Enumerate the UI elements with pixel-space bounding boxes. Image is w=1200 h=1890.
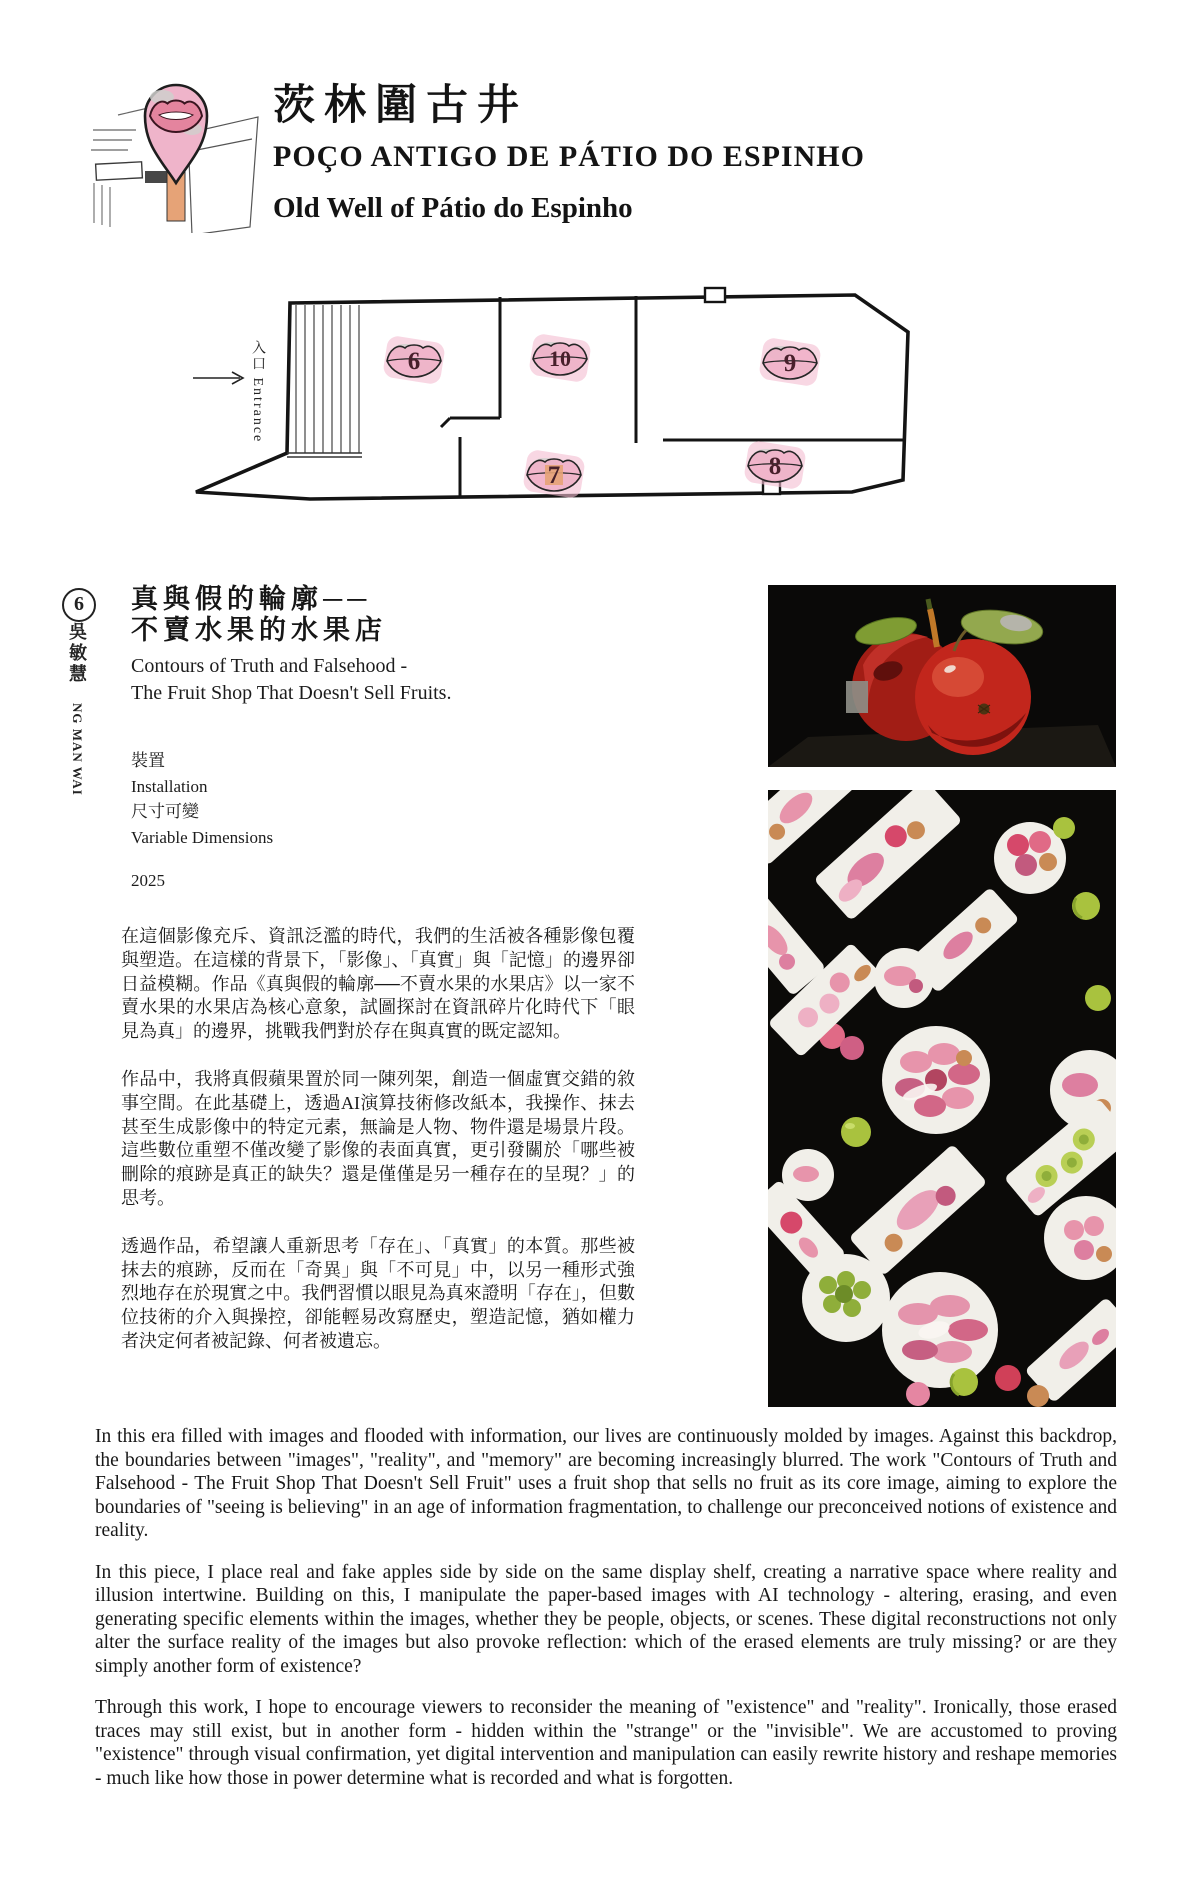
artwork-year: 2025 xyxy=(131,871,165,890)
room-marker-9 xyxy=(758,337,822,388)
artwork-title-zh-line2: 不賣水果的水果店 xyxy=(131,615,387,645)
medium-en: Installation xyxy=(131,776,208,796)
floor-plan xyxy=(150,280,930,510)
svg-text:8: 8 xyxy=(768,453,782,480)
svg-text:7: 7 xyxy=(547,462,561,489)
interior-walls xyxy=(441,296,903,497)
artist-name-vertical xyxy=(64,622,90,862)
dimensions-zh: 尺寸可變 xyxy=(131,802,199,821)
statement-zh-p3: 透過作品，希望讓人重新思考「存在」、「真實」的本質。那些被抹去的痕跡，反而在「奇異」與「不可見」中，以另一種形式強烈地存在於現實之中。我們習慣以眼見為真來證明「存在」，但數位技術的介入與操控，卻能輕易改寫歷史，塑造記憶，猶如權力者決定何者被記錄、何者被遺忘。 xyxy=(121,1235,635,1351)
lips-map-pin-logo xyxy=(88,55,266,233)
medium-zh: 裝置 xyxy=(131,751,165,770)
page-title-zh: 茨林圍古井 xyxy=(273,83,529,129)
entrance-arrow-icon xyxy=(193,372,243,384)
artwork-title-en-line1: Contours of Truth and Falsehood - xyxy=(131,655,408,677)
page-title-pt: POÇO ANTIGO DE PÁTIO DO ESPINHO xyxy=(273,140,865,173)
artwork-title-zh xyxy=(131,584,387,646)
svg-text:6: 6 xyxy=(407,348,421,375)
statement-en-p1: In this era filled with images and flooded with information, our lives are continuously molded by images. Against this backdrop, the boundaries between "images", "reality", and "memory" are becoming increasingly blurred. The work "Contours of Truth and Falsehood - The Fruit Shop That Doesn't Sell Fruit" uses a fruit shop that sells no fruit as its core image, aiming to explore the boundaries of "seeing is believing" in an age of information fragmentation, to challenge our preconceived notions of existence and reality. xyxy=(95,1426,1117,1541)
room-marker-6 xyxy=(382,335,446,386)
statement-en xyxy=(95,1425,1117,1808)
entrance-label: 入口 Entrance xyxy=(250,340,265,444)
apple-artwork-photo xyxy=(768,585,1116,767)
svg-text:10: 10 xyxy=(549,346,571,371)
map-dark-block xyxy=(145,171,167,183)
artwork-number-badge: 6 xyxy=(62,588,96,622)
room-marker-7 xyxy=(522,449,586,500)
artist-name-en: NG MAN WAI xyxy=(70,702,85,796)
statement-zh-p2: 作品中，我將真假蘋果置於同一陳列架，創造一個虛實交錯的敘事空間。在此基礎上，透過AI演算技術修改紙本，我操作、抹去甚至生成影像中的特定元素，無論是人物、物件還是場景片段。這些數位重塑不僅改變了影像的表面真實，更引發關於「哪些被刪除的痕跡是真正的缺失？還是僅僅是另一種存在的呈現？」的思考。 xyxy=(121,1068,635,1208)
statement-en-p3: Through this work, I hope to encourage viewers to reconsider the meaning of "existence" and "reality". Ironically, those erased traces may still exist, but in another form - hidden within the "strange" or the "invisible". We are accustomed to proving "existence" through visual confirmation, yet digital intervention and manipulation can easily rewrite history and reshape memories - much like how those in power determine what is recorded and what is forgotten. xyxy=(95,1697,1117,1789)
artwork-title-en xyxy=(131,653,451,707)
dimensions-en: Variable Dimensions xyxy=(131,827,274,847)
room-marker-10 xyxy=(528,333,592,384)
fruit-shop-artwork-photo xyxy=(768,790,1116,1407)
svg-text:9: 9 xyxy=(783,350,797,377)
artwork-meta xyxy=(131,748,273,850)
artwork-title-zh-line1: 真與假的輪廓── xyxy=(131,584,372,614)
statement-zh-p1: 在這個影像充斥、資訊泛濫的時代，我們的生活被各種影像包覆與塑造。在這樣的背景下，「影像」、「真實」與「記憶」的邊界卻日益模糊。作品《真與假的輪廓──不賣水果的水果店》以一家不賣水果的水果店為核心意象，試圖探討在資訊碎片化時代下「眼見為真」的邊界，挑戰我們對於存在與真實的既定認知。 xyxy=(121,926,635,1042)
statement-zh xyxy=(121,925,635,1378)
room-marker-8 xyxy=(743,440,807,491)
artist-name-zh: 吳敏慧 xyxy=(67,622,87,685)
artwork-title-en-line2: The Fruit Shop That Doesn't Sell Fruits. xyxy=(131,682,452,704)
statement-en-p2: In this piece, I place real and fake apples side by side on the same display shelf, creating a narrative space where reality and illusion intertwine. Building on this, I manipulate the paper-based images with AI technology - altering, erasing, and even generating specific elements within the images, whether they be people, objects, or scenes. These digital reconstructions not only alter the surface reality of the images but also provoke reflection: which of the erased elements are truly missing? or are they simply another form of existence? xyxy=(95,1561,1117,1677)
page-title-en: Old Well of Pátio do Espinho xyxy=(273,192,633,224)
map-building-block xyxy=(96,162,143,180)
stairs xyxy=(287,305,362,457)
wall-notch xyxy=(705,288,725,302)
